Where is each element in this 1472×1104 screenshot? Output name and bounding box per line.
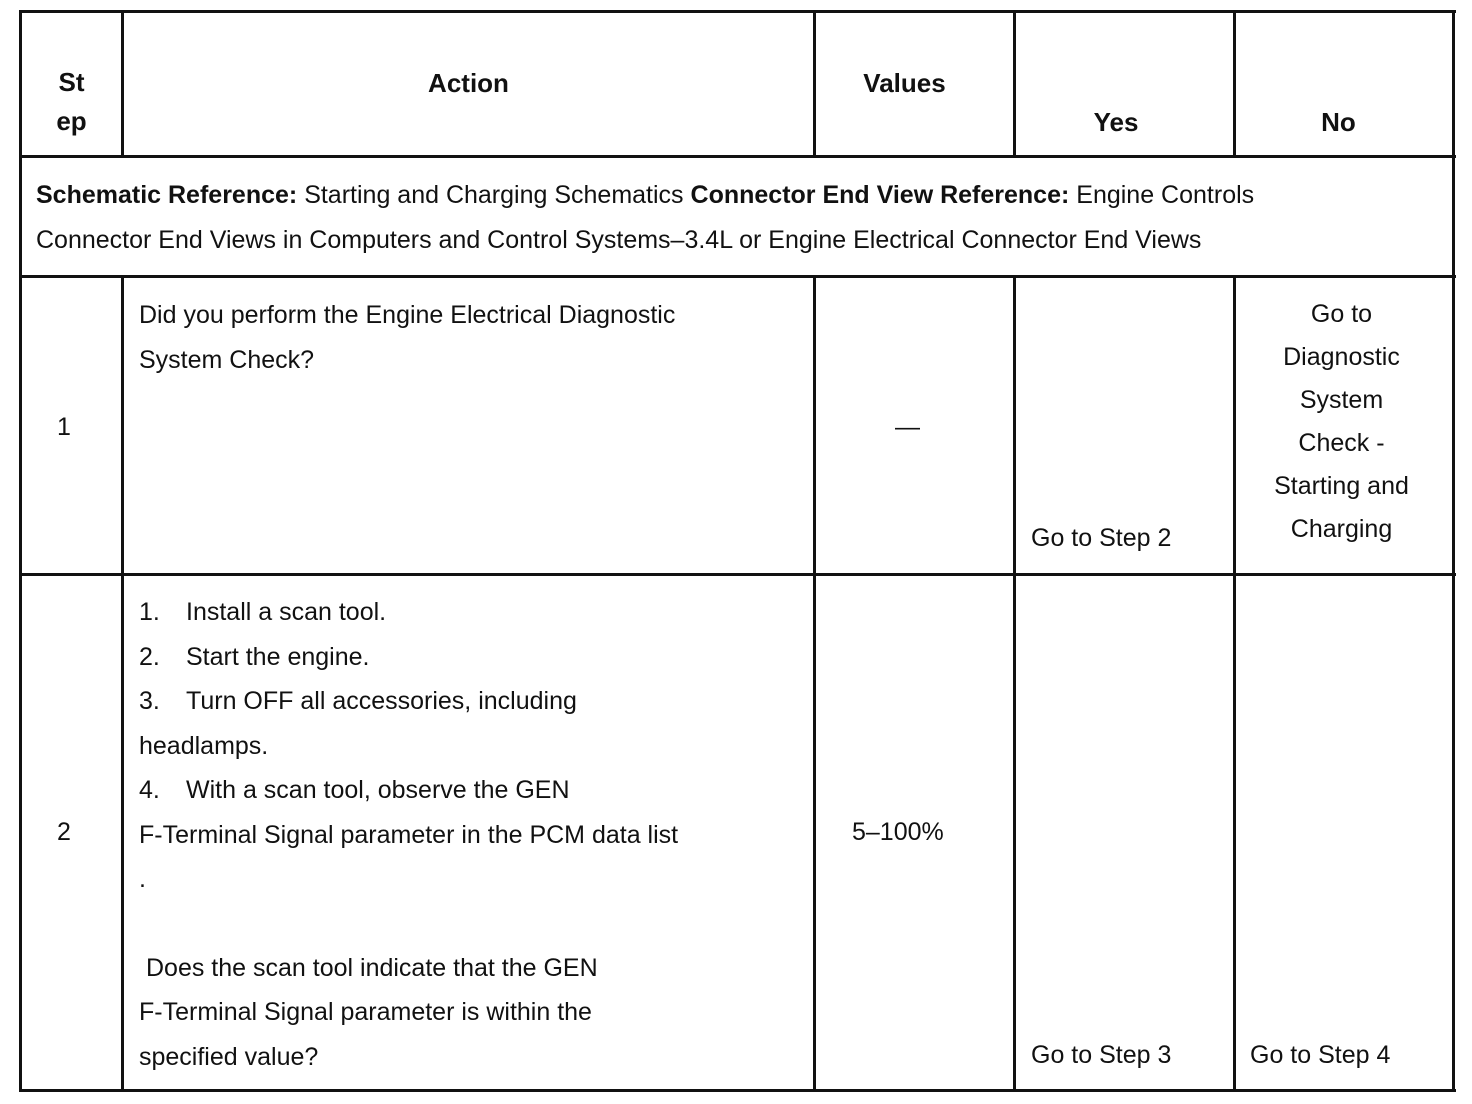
action-cell	[139, 590, 809, 1079]
list-item	[139, 724, 809, 769]
list-item	[139, 679, 809, 724]
yes-cell: Go to Step 2	[1031, 524, 1172, 552]
diagnostic-table	[19, 10, 1456, 1092]
question-line: F-Terminal Signal parameter is within the	[139, 998, 592, 1026]
no-cell: Go to Step 4	[1250, 1041, 1391, 1069]
list-number: 2.	[139, 642, 160, 671]
header-step-line: St	[58, 67, 85, 97]
value-cell: 5–100%	[852, 818, 944, 846]
list-number: 3.	[139, 687, 160, 715]
no-line: Starting and	[1274, 472, 1409, 500]
header-divider	[19, 155, 1456, 158]
list-item	[139, 635, 809, 680]
list-text: headlamps.	[139, 731, 269, 760]
col-divider	[813, 275, 816, 1092]
reference-cell	[36, 173, 1446, 262]
list-text: Install a scan tool.	[186, 598, 387, 626]
header-yes: Yes	[1093, 107, 1139, 137]
schematic-label: Schematic Reference:	[36, 181, 298, 209]
no-line: Go to	[1310, 300, 1373, 328]
row-divider	[19, 573, 1456, 576]
list-item	[139, 590, 809, 635]
action-line: Did you perform the Engine Electrical Diagnostic	[139, 301, 676, 329]
reference-divider	[19, 275, 1456, 278]
action-line: System Check?	[139, 345, 315, 374]
no-line: Check -	[1298, 429, 1385, 457]
col-divider	[121, 275, 124, 1092]
value-cell: —	[895, 413, 920, 441]
list-text: Turn OFF all accessories, including	[186, 687, 577, 715]
connector-label: Connector End View Reference:	[690, 181, 1070, 209]
header-step-line: ep	[56, 106, 87, 136]
question-line: Does the scan tool indicate that the GEN	[146, 953, 598, 982]
step-number: 2	[57, 818, 71, 846]
no-line: System	[1299, 386, 1384, 414]
list-text: Start the engine.	[186, 642, 370, 671]
table-border-top	[19, 10, 1456, 13]
list-text: .	[139, 865, 146, 893]
list-text: F-Terminal Signal parameter in the PCM data list	[139, 820, 679, 849]
action-cell	[139, 293, 799, 382]
step-number: 1	[57, 413, 71, 441]
procedure-list	[139, 590, 809, 902]
reference-line-1	[36, 173, 1446, 218]
header-step	[22, 63, 121, 141]
spacer	[139, 902, 809, 946]
schematic-text: Starting and Charging Schematics	[304, 181, 684, 209]
header-values: Values	[863, 68, 946, 98]
table-border-left	[19, 10, 22, 1092]
no-line: Diagnostic	[1283, 343, 1400, 371]
reference-line-2: Connector End Views in Computers and Control Systems–3.4L or Engine Electrical Connector End Views	[36, 225, 1202, 254]
list-item	[139, 813, 809, 858]
yes-cell: Go to Step 3	[1031, 1041, 1172, 1069]
no-cell	[1236, 293, 1447, 551]
table-border-bottom	[19, 1089, 1456, 1092]
list-number: 1.	[139, 598, 160, 626]
table-border-right	[1452, 10, 1455, 1092]
no-line: Charging	[1290, 515, 1393, 543]
header-action: Action	[428, 68, 509, 98]
connector-text: Engine Controls	[1076, 181, 1255, 209]
question-line: specified value?	[139, 1042, 319, 1071]
list-number: 4.	[139, 776, 160, 804]
list-item	[139, 857, 809, 902]
col-divider	[1013, 275, 1016, 1092]
header-no: No	[1321, 107, 1356, 137]
list-item	[139, 768, 809, 813]
list-text: With a scan tool, observe the GEN	[186, 776, 570, 804]
